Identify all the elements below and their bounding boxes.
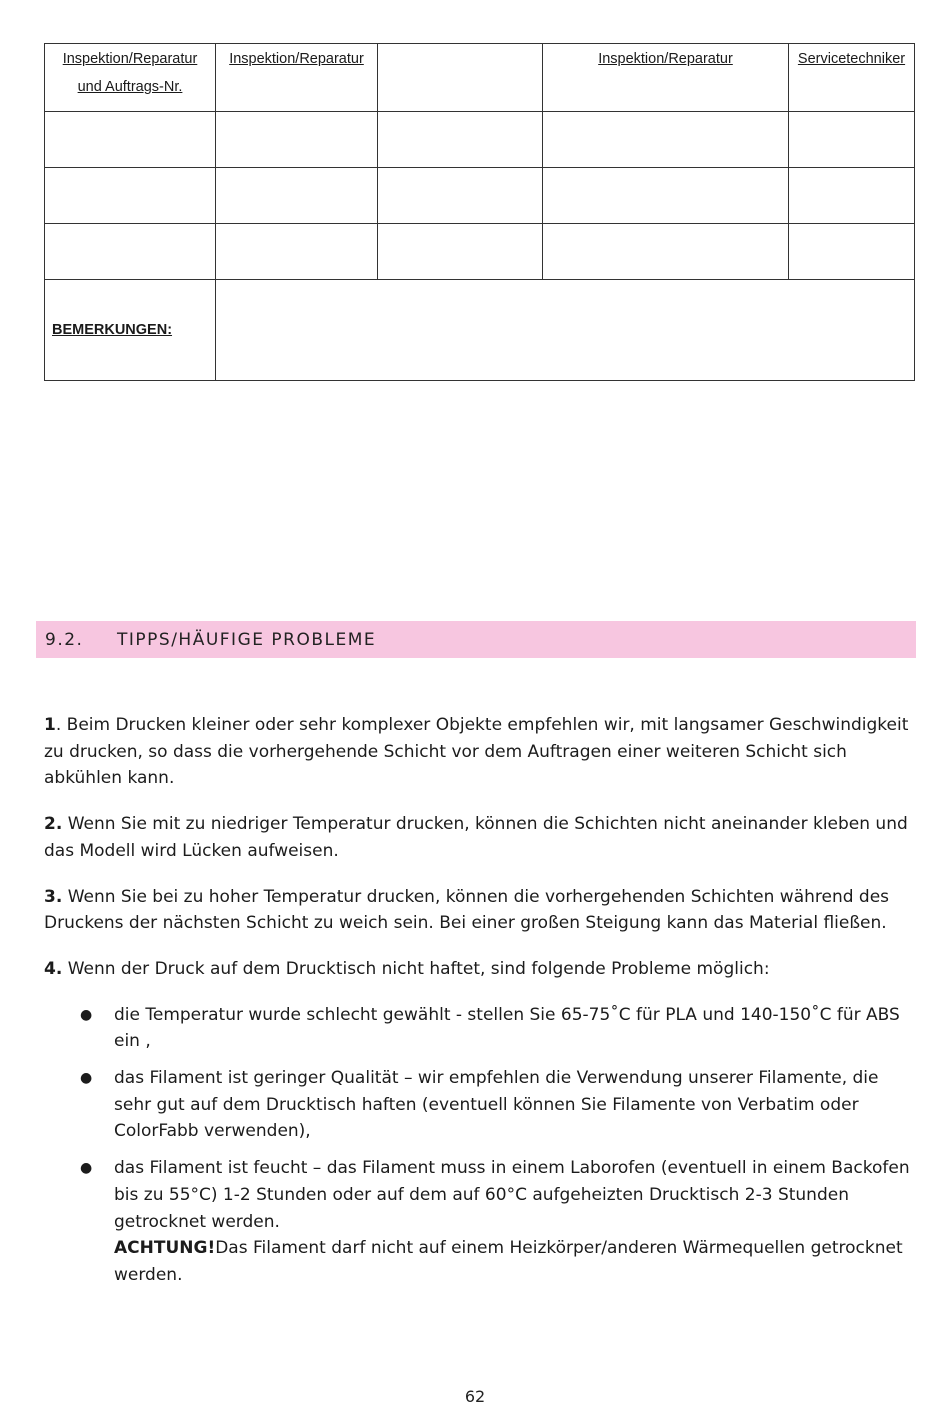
section-heading [36, 621, 916, 658]
remarks-label: BEMERKUNGEN: [45, 280, 216, 381]
header-cell-empty [378, 44, 543, 112]
table-cell [789, 112, 915, 168]
bullet-icon: ● [80, 1160, 93, 1177]
table-row [45, 112, 915, 168]
table-cell [789, 224, 915, 280]
table-cell [378, 112, 543, 168]
table-cell [45, 224, 216, 280]
list-item [44, 1002, 912, 1055]
table-cell [45, 168, 216, 224]
tip-paragraph [44, 956, 912, 983]
warning-label: ACHTUNG! [114, 1238, 216, 1259]
tip-text: Wenn Sie bei zu hoher Temperatur drucken, können die vorhergehenden Schichten während des Druckens der nächsten Schicht zu weich sein. Bei einer großen Steigung kann das Material fließen. [44, 886, 890, 934]
table-cell [543, 224, 789, 280]
table-cell [216, 112, 378, 168]
table-cell [543, 112, 789, 168]
table-header-row [45, 44, 915, 112]
table-cell [378, 168, 543, 224]
table-cell [378, 224, 543, 280]
header-cell-technician [789, 44, 915, 112]
service-log-table [44, 43, 915, 381]
list-item-text: das Filament ist geringer Qualität – wir empfehlen die Verwendung unserer Filamente, die sehr gut auf dem Drucktisch haften (eventuell können Sie Filamente von Verbatim oder ColorFabb verwenden), [114, 1068, 879, 1142]
section-number: 9.2. [45, 629, 84, 650]
tip-number: 3. [44, 886, 63, 907]
table-cell [216, 224, 378, 280]
problem-list [44, 1002, 912, 1289]
tip-number: 2. [44, 814, 63, 835]
page-number: 62 [464, 1387, 486, 1406]
list-item-text: die Temperatur wurde schlecht gewählt - stellen Sie 65-75˚C für PLA und 140-150˚C für ABS ein , [114, 1004, 900, 1052]
table-row [45, 224, 915, 280]
header-line: und Auftrags-Nr. [77, 79, 183, 95]
tip-number: 1 [44, 715, 56, 735]
table-row [45, 168, 915, 224]
tip-text: Wenn der Druck auf dem Drucktisch nicht haftet, sind folgende Probleme möglich: [62, 958, 770, 979]
header-line: Inspektion/Reparatur [229, 51, 364, 67]
tip-text: Wenn Sie mit zu niedriger Temperatur drucken, können die Schichten nicht aneinander kleben und das Modell wird Lücken aufweisen. [44, 814, 908, 861]
remarks-field [216, 280, 915, 381]
list-item [44, 1155, 912, 1289]
tip-paragraph [44, 884, 912, 937]
tip-paragraph [44, 811, 912, 864]
table-cell [216, 168, 378, 224]
table-cell [543, 168, 789, 224]
tip-number: 4. [44, 958, 63, 979]
tip-paragraph [44, 712, 912, 792]
header-cell-inspection-order [45, 44, 216, 112]
bullet-icon: ● [80, 1006, 93, 1023]
bullet-icon: ● [80, 1070, 93, 1087]
header-line: Inspektion/Reparatur [598, 51, 733, 67]
list-item [44, 1065, 912, 1145]
header-cell-inspection [216, 44, 378, 112]
header-cell-inspection [543, 44, 789, 112]
tips-content [44, 712, 912, 1299]
tip-text: . Beim Drucken kleiner oder sehr komplexer Objekte empfehlen wir, mit langsamer Geschwindigkeit zu drucken, so dass die vorhergehende Schicht vor dem Auftragen einer weiteren Schicht sich abkühlen kann. [44, 715, 909, 789]
table-cell [789, 168, 915, 224]
header-line: Inspektion/Reparatur [62, 51, 198, 67]
warning-text: Das Filament darf nicht auf einem Heizkörper/anderen Wärmequellen getrocknet werden. [114, 1238, 903, 1285]
section-title: TIPPS/HÄUFIGE PROBLEME [117, 629, 377, 650]
table-cell [45, 112, 216, 168]
remarks-row [45, 280, 915, 381]
header-line: Servicetechniker [797, 51, 906, 67]
list-item-text: das Filament ist feucht – das Filament muss in einem Laborofen (eventuell in einem Backofen bis zu 55°C) 1-2 Stunden oder auf dem auf 60°C aufgeheizten Drucktisch 2-3 Stunden getrocknet werden. [114, 1158, 910, 1232]
